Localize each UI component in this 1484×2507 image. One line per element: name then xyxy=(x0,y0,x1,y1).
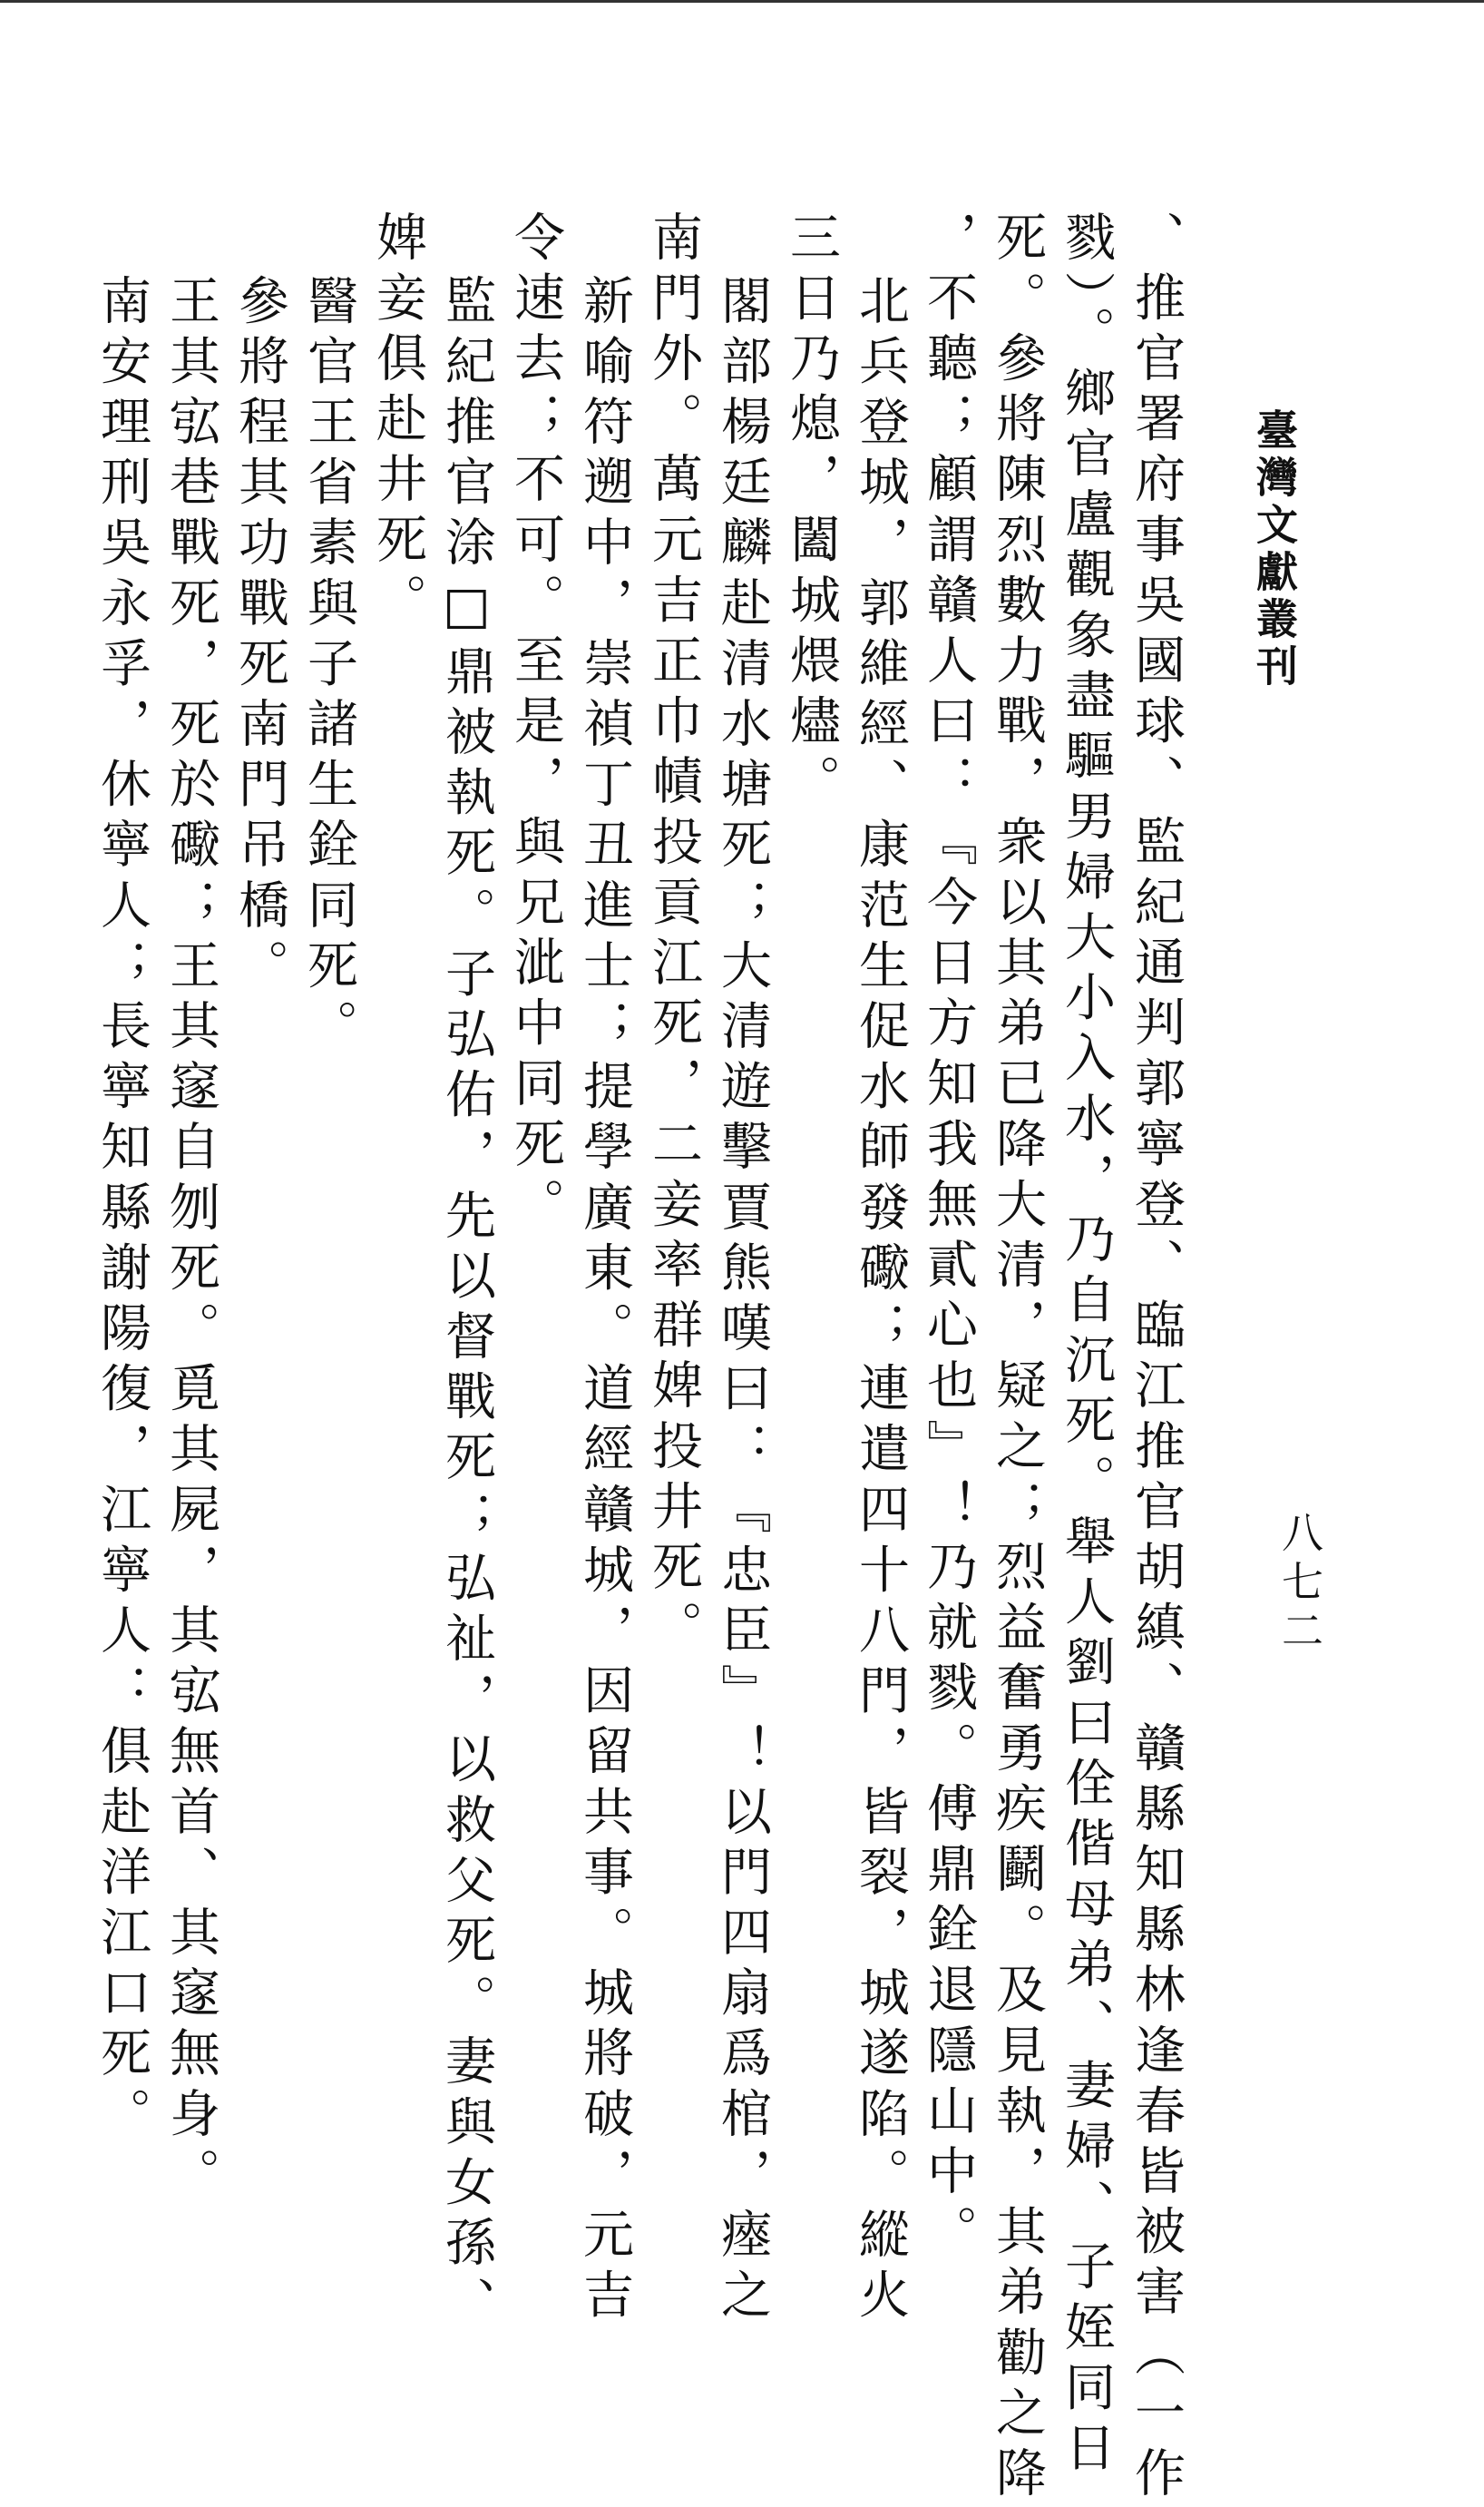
text-column-4: ，不聽；顧謂贛人曰：『今日方知我無貳心也』！乃就戮。傅鼎銓退隱山中。 xyxy=(919,211,978,2266)
page-number: 八七二 xyxy=(1275,1511,1324,1658)
text-column-8: 南門外。萬元吉正巾幘投貢江死，二妾率群婢投井死。 xyxy=(644,211,703,1661)
text-column-7: 閣部楊廷麟赴清水塘死；大清遊擊賈熊嘆曰：『忠臣』！以門四扇爲棺，瘞之 xyxy=(713,274,772,2329)
text-column-13: 醫官王省素與子諸生銓同死。 xyxy=(299,274,358,1060)
text-column-3: 死。參將陳烈數力戰，衆以其弟已降大清，疑之；烈益奮勇疾鬬。及見執，其弟勸之降 xyxy=(988,211,1047,2507)
text-column-12: 婢妾俱赴井死。 xyxy=(368,211,427,634)
text-column-16: 南安理刑吳永孚，休寧人；長寧知縣謝陽復，江寧人：俱赴洋江口死。 xyxy=(93,274,151,2148)
text-column-14: 參將程其功戰死南門吊橋。 xyxy=(230,274,289,1000)
text-column-2: 戮）。鄉官盧觀象盡驅男婦大小入水，乃自沉死。舉人劉曰佺偕母弟、妻婦、子姪同日 xyxy=(1057,211,1116,2482)
text-column-9: 新喻符遡中，崇禎丁丑進士；提學廣東。道經贛城，因留共事。城將破，元吉 xyxy=(575,274,634,2329)
text-column-5: 北兵登城，郭維經、康范生促水師發礮；連遣四十八門，皆裂，城遂陷。縱火 xyxy=(851,274,910,2329)
text-column-6: 三日乃熄，闔城煨燼。 xyxy=(782,211,841,815)
running-header-title: 臺灣文獻叢刊 xyxy=(1250,408,1299,691)
text-column-10: 令速去；不可。至是，與兄泚中同死。 xyxy=(506,211,565,1239)
text-column-11: 監紀推官涂□鼎被執死。子弘佑，先以督戰死；弘祉，以救父死。妻與女孫、 xyxy=(437,274,496,2337)
text-column-1: 、推官署府事吳國球、監紀通判郭寧登、臨江推官胡縝、贛縣知縣林逢春皆被害（一作 xyxy=(1127,211,1186,2507)
top-rule xyxy=(0,0,1484,3)
text-column-15: 王其宖巷戰死，死於礮；王其䆳自刎死。覓其屍，其宖無首、其䆳無身。 xyxy=(161,274,220,2208)
